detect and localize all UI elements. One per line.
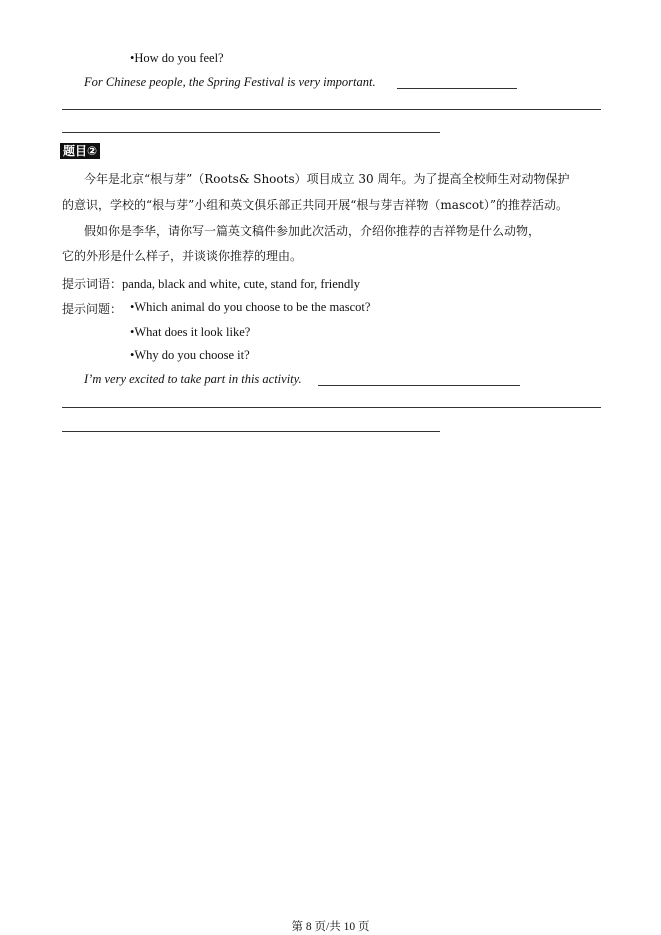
question-bullet-how-feel: •How do you feel? — [130, 51, 224, 65]
writing-starter-sentence-2: I’m very excited to take part in this activity. — [84, 372, 302, 386]
question-badge: 题目② — [60, 143, 100, 159]
page-number: 第 8 页/共 10 页 — [291, 921, 370, 933]
prompt-paragraph-1-line-2: 的意识，学校的“根与芽”小组和英文俱乐部正共同开展“根与芽吉祥物（mascot）”的推荐活动。 — [62, 198, 569, 212]
hint-words-text: panda, black and white, cute, stand for, friendly — [122, 277, 360, 291]
hint-question-1: •Which animal do you choose to be the mascot? — [130, 300, 371, 314]
answer-line — [62, 109, 601, 110]
answer-line-short-2 — [62, 431, 440, 432]
prompt-paragraph-2-line-1: 假如你是李华，请你写一篇英文稿件参加此次活动，介绍你推荐的吉祥物是什么动物， — [84, 224, 541, 238]
answer-line-2 — [62, 407, 601, 408]
hint-question-2: •What does it look like? — [130, 325, 251, 339]
answer-line-short — [62, 132, 440, 133]
prompt-paragraph-2-line-2: 它的外形是什么样子，并谈谈你推荐的理由。 — [62, 249, 303, 263]
hint-questions-label: 提示问题： — [62, 302, 123, 316]
hint-words-label: 提示词语： — [62, 277, 123, 291]
answer-blank-inline-2 — [318, 385, 520, 386]
writing-starter-sentence: For Chinese people, the Spring Festival is very important. — [84, 75, 376, 89]
answer-blank-inline — [397, 88, 517, 89]
hint-words — [62, 275, 360, 292]
prompt-paragraph-1-line-1: 今年是北京“根与芽”（Roots& Shoots）项目成立 30 周年。为了提高全校师生对动物保护 — [84, 172, 570, 186]
hint-question-3: •Why do you choose it? — [130, 348, 250, 362]
